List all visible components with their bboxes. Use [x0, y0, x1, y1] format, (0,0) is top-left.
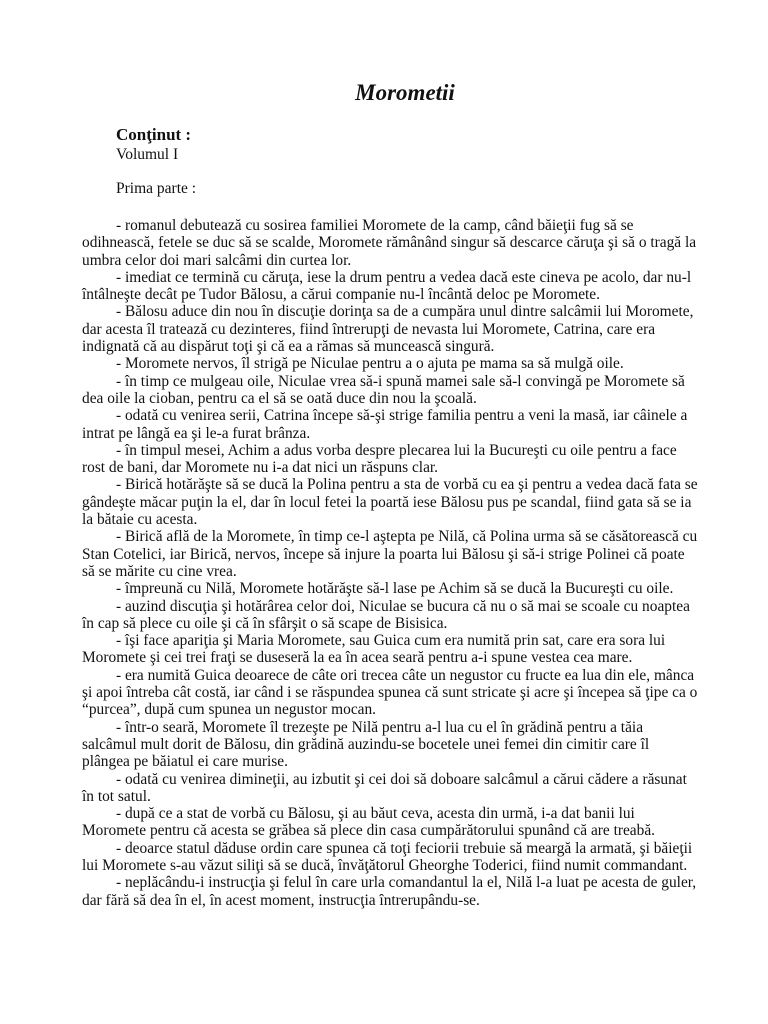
summary-paragraph: - în timpul mesei, Achim a adus vorba despre plecarea lui la Bucureşti cu oile pentru a face rost de bani, dar Moromete nu i-a dat nici un răspuns clar. — [82, 441, 677, 477]
summary-paragraph: - în timp ce mulgeau oile, Niculae vrea să-i spună mamei sale să-l convingă pe Moromete să dea oile la cioban, pentru ca el să se oată duce din nou la şcoală. — [82, 372, 685, 407]
summary-paragraph: - auzind discuţia şi hotărârea celor doi, Niculae se bucura că nu o să mai se scoale cu noaptea în cap să plece cu oile şi că în sfârşit o să scape de Bisisica. — [82, 597, 690, 632]
summary-paragraph: - era numită Guica deoarece de câte ori trecea câte un negustor cu fructe ea lua din ele, mânca şi apoi întreba cât costă, iar când i se răspundea spunea că sunt stricate şi acre şi începea să ţipe ca o “purcea”, după cum spunea un negustor mocan. — [82, 666, 698, 719]
summary-paragraph: - după ce a stat de vorbă cu Bălosu, şi au băut ceva, acesta din urmă, i-a dat banii lui Moromete pentru că acesta se grăbea să plece din casa cumpărătorului spunând că are treabă. — [82, 805, 656, 840]
summary-paragraph: - romanul debutează cu sosirea familiei Moromete de la camp, când băieţii fug să se odihnească, fetele se duc să se scalde, Moromete rămânând singur să descarce căruţa şi să o tragă la umbra celor doi mari salcâmi din curtea lor. — [82, 217, 697, 269]
summary-paragraph: - Bălosu aduce din nou în discuţie dorinţa sa de a cumpăra unul dintre salcâmii lui Moromete, dar acesta îl tratează cu dezinteres, fiind întrerupţi de nevasta lui Moromete, Catrina, care era indignată că au dispărut toţi şi că ea a rămas să muncească singură. — [82, 303, 694, 356]
summary-paragraph: - Birică hotărăşte să se ducă la Polina pentru a sta de vorbă cu ea şi pentru a vedea dacă fata se gândeşte măcar puţin la el, dar în locul fetei la poartă iese Bălosu pus pe scandal, fiind gata să se ia la bătaie cu acesta. — [82, 476, 698, 529]
summary-body — [82, 217, 700, 909]
summary-paragraph: - într-o seară, Moromete îl trezeşte pe Nilă pentru a-l lua cu el în grădină pentru a tăia salcâmul mult dorit de Bălosu, din grădină auzindu-se bocetele unei femei din cimitir care îl plângea pe băiatul ei care murise. — [82, 718, 650, 771]
summary-paragraph: - neplăcându-i instrucţia şi felul în care urla comandantul la el, Nilă l-a luat pe acesta de guler, dar fără să dea în el, în acest moment, instrucţia întrerupându-se. — [82, 874, 697, 909]
summary-paragraph: - odată cu venirea dimineţii, au izbutit şi cei doi să doboare salcâmul a cărui cădere a răsunat în tot satul. — [82, 770, 687, 805]
summary-paragraph: - Birică află de la Moromete, în timp ce-l aştepta pe Nilă, că Polina urma să se căsătorească cu Stan Cotelici, iar Birică, nervos, începe să injure la poarta lui Bălosu şi să-i strige Polinei că poate să se mărite cu cine vrea. — [82, 528, 698, 580]
summary-paragraph: - împreună cu Nilă, Moromete hotărăşte să-l lase pe Achim să se ducă la Bucureşti cu oile. — [116, 580, 674, 598]
volume-label: Volumul I — [116, 146, 179, 163]
summary-paragraph: - Moromete nervos, îl strigă pe Niculae pentru a o ajuta pe mama sa să mulgă oile. — [116, 355, 624, 373]
summary-paragraph: - deoarce statul dăduse ordin care spunea că toţi feciorii trebuie să meargă la armată, şi băieţii lui Moromete s-au văzut siliţi să se ducă, învăţătorul Gheorghe Toderici, fiind numit commandant. — [82, 839, 693, 874]
contents-heading: Conţinut : — [116, 125, 192, 144]
summary-paragraph: - imediat ce termină cu căruţa, iese la drum pentru a vedea dacă este cineva pe acolo, dar nu-l întâlneşte decât pe Tudor Bălosu, a cărui companie nu-l încântă deloc pe Moromete. — [82, 268, 692, 304]
part-label: Prima parte : — [116, 180, 197, 197]
summary-paragraph: - odată cu venirea serii, Catrina începe să-şi strige familia pentru a veni la masă, iar câinele a intrat pe lângă ea şi le-a furat brânza. — [82, 407, 688, 442]
summary-paragraph: - îşi face apariţia şi Maria Moromete, sau Guica cum era numită prin sat, care era sora lui Moromete şi cei trei fraţi se duseseră la ea în acea seară pentru a-i spune vestea cea mare. — [82, 632, 666, 667]
document-title: Morometii — [355, 80, 455, 105]
